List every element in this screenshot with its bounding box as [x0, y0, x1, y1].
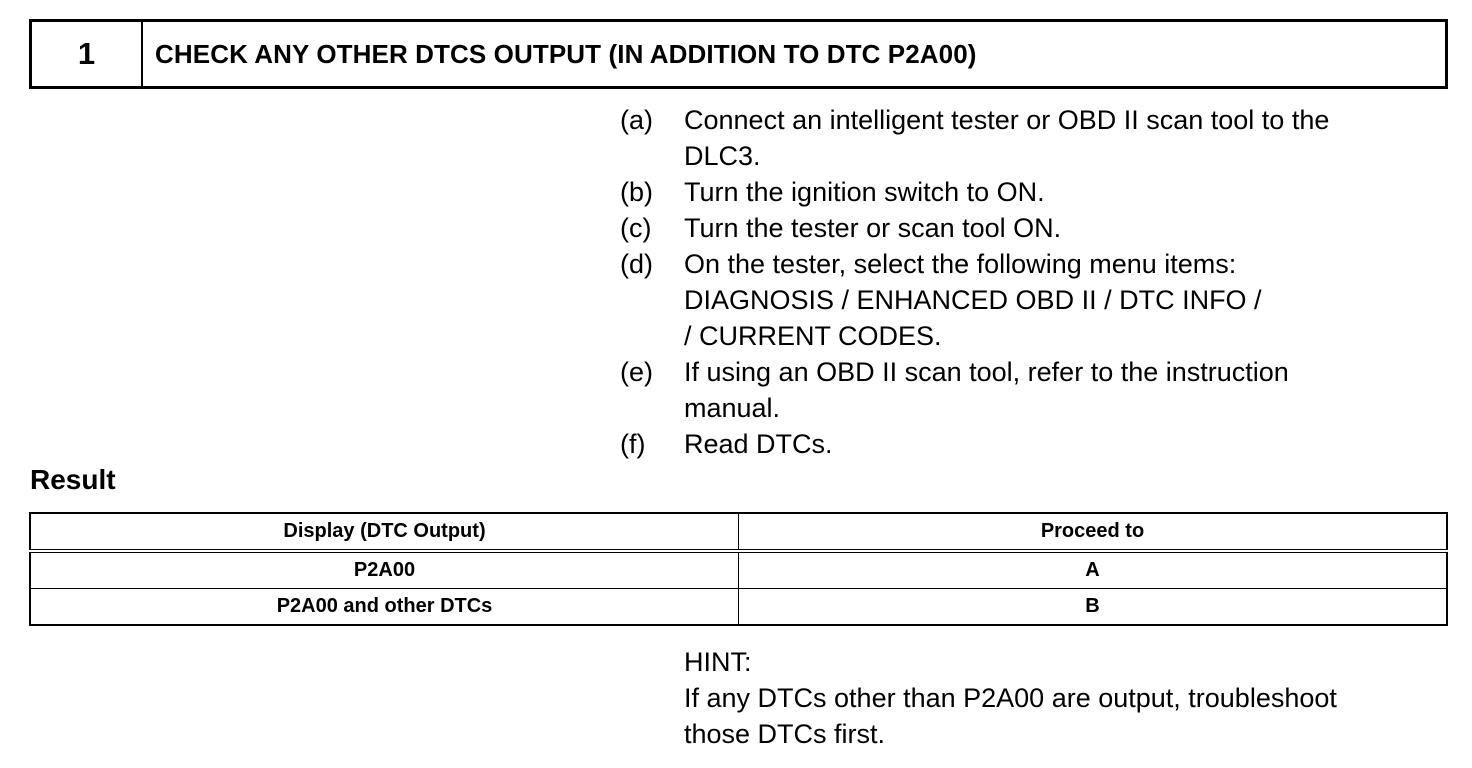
instruction-item: [620, 246, 1440, 354]
instruction-marker: (e): [620, 357, 653, 387]
instruction-text: Turn the ignition switch to ON.: [684, 177, 1045, 207]
hint-label: HINT:: [684, 647, 752, 677]
table-row: [30, 551, 1447, 589]
table-header-row: [30, 513, 1447, 551]
table-cell-proceed: A: [739, 551, 1448, 589]
instruction-text: On the tester, select the following menu items: DIAGNOSIS / ENHANCED OBD II / DTC INFO / / CURRENT CODES.: [684, 249, 1262, 351]
instruction-marker: (a): [620, 105, 653, 135]
instruction-marker: (f): [620, 429, 646, 459]
column-header-display: Display (DTC Output): [30, 513, 739, 551]
instruction-text: Read DTCs.: [684, 429, 833, 459]
table-cell-display: P2A00 and other DTCs: [30, 589, 739, 626]
instruction-text: Turn the tester or scan tool ON.: [684, 213, 1062, 243]
instruction-marker: (c): [620, 213, 652, 243]
instruction-item: [620, 210, 1440, 246]
table-row: [30, 589, 1447, 626]
table-cell-proceed: B: [739, 589, 1448, 626]
instruction-item: [620, 426, 1440, 462]
instruction-item: [620, 354, 1440, 426]
instruction-marker: (b): [620, 177, 653, 207]
result-heading: Result: [30, 464, 116, 495]
step-number: 1: [32, 22, 143, 86]
instruction-text: If using an OBD II scan tool, refer to the instruction manual.: [684, 357, 1289, 423]
column-header-proceed: Proceed to: [739, 513, 1448, 551]
table-cell-display: P2A00: [30, 551, 739, 589]
instruction-text: Connect an intelligent tester or OBD II scan tool to the DLC3.: [684, 105, 1330, 171]
step-title: CHECK ANY OTHER DTCS OUTPUT (IN ADDITION TO DTC P2A00): [155, 38, 977, 69]
hint-block: [684, 644, 1444, 752]
step-header: [29, 19, 1448, 89]
instruction-marker: (d): [620, 249, 653, 279]
result-table: [29, 512, 1448, 626]
instruction-item: [620, 174, 1440, 210]
hint-text: If any DTCs other than P2A00 are output, troubleshoot those DTCs first.: [684, 683, 1337, 749]
instruction-item: [620, 102, 1440, 174]
instruction-list: [620, 102, 1440, 462]
